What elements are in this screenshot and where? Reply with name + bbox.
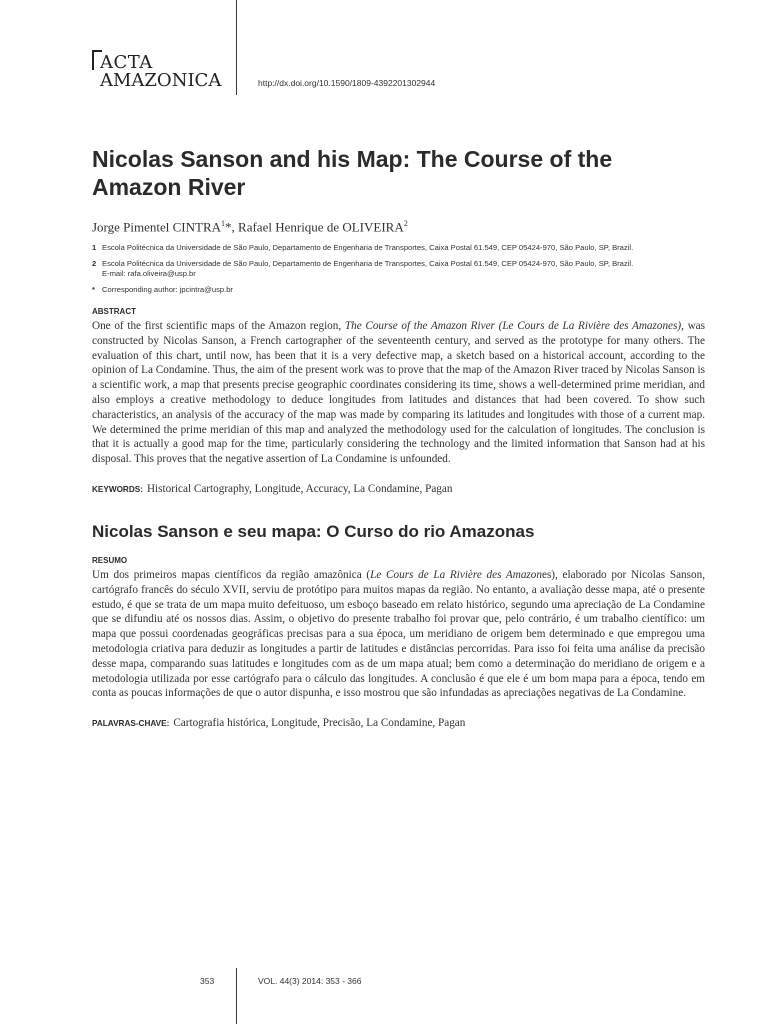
header-divider-line: [236, 0, 237, 95]
resumo-text-rest: es), elaborado por Nicolas Sanson, cartógrafo francês do século XVII, serviu de protótipo para muitos mapas da região. No entanto, a avaliação desse mapa, até o presente estudo, é que se trata de um mapa muito defeituoso, um esboço baseado em relato histórico, segundo uma apreciação de La Condamine que se difundiu até os nossos dias. Assim, o objetivo do presente trabalho foi provar que, pelo contrário, é um trabalho científico: um mapa que possui coordenadas geográficas precisas para a sua época, um meridiano de origem bem determinado e que empregou uma metodologia criativa para deduzir as longitudes a partir de latitudes e distâncias percorridas. Para isso foi feita uma análise da precisão desse mapa, comparando suas latitudes e longitudes com as de um mapa atual; bem como a determinação do meridiano de origem e a metodologia utilizada por esse cartógrafo para o cálculo das longitudes. A conclusão é que ele é um bom mapa para a época, tendo em conta as poucas informações de que o autor dispunha, e isso mostrou que são infundadas as apreciações negativas de La Condamine.: [92, 569, 705, 700]
resumo-text-start: Um dos primeiros mapas científicos da região amazônica (: [92, 569, 371, 581]
keywords-text: Historical Cartography, Longitude, Accuracy, La Condamine, Pagan: [146, 483, 453, 495]
abstract-body: [92, 319, 705, 467]
corresponding-mark: *,: [225, 219, 239, 235]
keywords: [92, 482, 705, 497]
abstract-text-rest: was constructed by Nicolas Sanson, a French cartographer of the seventeenth century, and served as the prototype for many others. The evaluation of this chart, until now, has been that it is a very defective map, a sketch based on a historical account, according to the opinion of La Condamine. Thus, the aim of the present work was to prove that the map of the Amazon River traced by Nicolas Sanson is a scientific work, a map that presents precise geographic coordinates considering its time, shows a well-determined prime meridian, and also employs a creative methodology to deduce longitudes from latitudes and distances that had been covered. To show such characteristics, an analysis of the accuracy of the map was made by comparing its latitudes and longitudes with those of a current map. We determined the prime meridian of this map and analyzed the methodology used for the calculation of longitudes. The conclusion is that it is actually a good map for the time, particularly considering the technology and the limited information that Sanson had at his disposal. This proves that the negative assertion of La Condamine is unfounded.: [92, 320, 705, 466]
logo-line-2: AMAZONICA: [100, 70, 222, 91]
palavras-chave-label: PALAVRAS-CHAVE:: [92, 719, 170, 728]
palavras-chave-text: Cartografia histórica, Longitude, Precisão, La Condamine, Pagan: [173, 717, 466, 729]
abstract-heading: ABSTRACT: [92, 307, 136, 316]
affiliation-number: 1: [92, 243, 97, 252]
affiliation-email: E-mail: rafa.oliveira@usp.br: [102, 269, 196, 278]
resumo-body: [92, 568, 705, 701]
abstract-text-start: One of the first scientific maps of the Amazon region,: [92, 320, 345, 332]
affiliation-1: [92, 243, 692, 253]
abstract-map-title: The Course of the Amazon River (Le Cours de La Rivière des Amazones),: [344, 320, 684, 332]
author-1: Jorge Pimentel CINTRA: [92, 219, 222, 235]
footer-divider-line: [236, 968, 237, 1024]
palavras-chave: [92, 716, 705, 731]
resumo-map-title: Le Cours de La Rivière des Amazon: [370, 569, 542, 581]
resumo-heading: RESUMO: [92, 556, 128, 565]
author-1-affil-mark: 1: [221, 219, 226, 228]
affiliation-2: [92, 259, 692, 279]
journal-logo: [92, 50, 222, 94]
affiliation-number: *: [92, 285, 95, 294]
keywords-label: KEYWORDS:: [92, 485, 143, 494]
author-2-affil-mark: 2: [403, 219, 408, 228]
affiliation-text: Escola Politécnica da Universidade de São Paulo, Departamento de Engenharia de Transportes, Caixa Postal 61.549, CEP 05424-970, São Paulo, SP, Brazil.: [102, 259, 634, 268]
logo-line-1: ACTA: [100, 52, 153, 73]
doi-link[interactable]: http://dx.doi.org/10.1590/1809-4392201302944: [258, 78, 436, 88]
corresponding-author-text: Corresponding author: jpcintra@usp.br: [102, 285, 233, 294]
author-list: [92, 219, 692, 235]
affiliation-text: Escola Politécnica da Universidade de São Paulo, Departamento de Engenharia de Transportes, Caixa Postal 61.549, CEP 05424-970, São Paulo, SP, Brazil.: [102, 243, 634, 252]
corresponding-author-note: [92, 285, 692, 295]
volume-info: VOL. 44(3) 2014: 353 - 366: [258, 976, 362, 986]
portuguese-title: Nicolas Sanson e seu mapa: O Curso do rio Amazonas: [92, 522, 535, 541]
affiliation-number: 2: [92, 259, 97, 268]
article-title: Nicolas Sanson and his Map: The Course of the Amazon River: [92, 146, 613, 200]
author-2: Rafael Henrique de OLIVEIRA: [238, 219, 404, 235]
page-number: 353: [200, 976, 215, 986]
